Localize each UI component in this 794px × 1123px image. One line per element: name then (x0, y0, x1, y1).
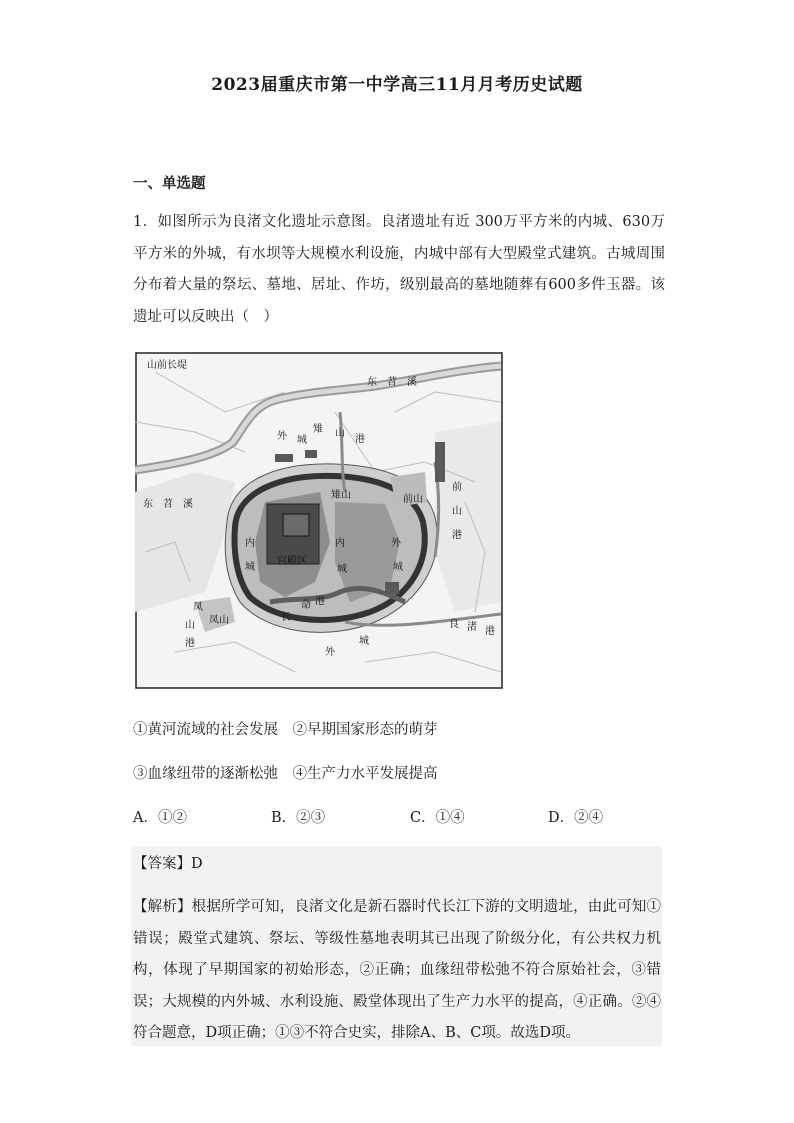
label-shanqian-dike: 山前长堤 (147, 360, 187, 371)
section-heading: 一、单选题 (133, 175, 206, 192)
label-outer-city-bottom-2: 城 (359, 636, 369, 647)
option-a: A．①② (133, 810, 187, 826)
label-changming-river-2: 命 (301, 600, 311, 611)
label-outer-city-top-2: 城 (297, 435, 307, 446)
label-liangzhu-river-1: 良 (449, 619, 459, 630)
label-fengshan: 凤山 (209, 615, 229, 626)
label-qianshan-river-2: 山 (452, 506, 462, 517)
label-outer-city-right-1: 外 (391, 538, 401, 549)
liangzhu-site-map (135, 352, 503, 689)
label-palace-district: 宫殿区 (277, 556, 307, 567)
label-changming-river-1: 长 (281, 612, 291, 623)
label-inner-city-left-2: 城 (245, 562, 255, 573)
label-qianshan-river-3: 港 (452, 530, 462, 541)
label-liangzhu-river-2: 渚 (467, 622, 477, 633)
page-title: 2023届重庆市第一中学高三11月月考历史试题 (211, 75, 583, 95)
label-fengshan-river-2: 山 (185, 620, 195, 631)
label-zhishan-river-1: 雉 (313, 424, 323, 435)
label-inner-city-right-1: 内 (335, 538, 345, 549)
statement-line-2: ③血缘纽带的逐渐松弛 ④生产力水平发展提高 (133, 766, 438, 782)
label-liangzhu-river-3: 港 (485, 626, 495, 637)
answer-text: 【答案】D (133, 856, 203, 872)
analysis-text: 【解析】根据所学可知，良渚文化是新石器时代长江下游的文明遗址，由此可知①错误；殿堂式建筑、祭坛、等级性墓地表明其已出现了阶级分化，有公共权力机构，体现了早期国家的初始形态，②正确；血缘纽带松弛不符合原始社会，③错误；大规模的内外城、水利设施、殿堂体现出了生产力水平的提高，④正确。②④符合题意，D项正确；①③不符合史实，排除A、B、C项。故选D项。 (133, 899, 661, 1041)
label-fengshan-river-1: 凤 (193, 602, 203, 613)
label-fengshan-river-3: 港 (185, 638, 195, 649)
option-b: B．②③ (271, 810, 326, 826)
label-inner-city-right-2: 城 (337, 564, 347, 575)
option-d: D．②④ (548, 810, 604, 826)
label-zhishan-river-2: 山 (335, 428, 345, 439)
label-zhishan: 雉山 (331, 490, 351, 501)
label-qianshan-river-1: 前 (452, 482, 462, 493)
label-outer-city-right-2: 城 (393, 562, 403, 573)
label-inner-city-left-1: 内 (245, 538, 255, 549)
statement-line-1: ①黄河流域的社会发展 ②早期国家形态的萌芽 (133, 722, 438, 738)
label-outer-city-bottom-1: 外 (325, 647, 335, 658)
label-dongtiaoxi-top: 东 苕 溪 (367, 377, 417, 388)
question-text: 1．如图所示为良渚文化遗址示意图。良渚遗址有近 300万平方米的内城、630万平方米的外城，有水坝等大规模水利设施，内城中部有大型殿堂式建筑。古城周围分布着大量的祭坛、墓地、居址、作坊，级别最高的墓地随葬有600多件玉器。该遗址可以反映出（ ） (133, 214, 665, 325)
label-qianshan: 前山 (403, 494, 423, 505)
label-zhishan-river-3: 港 (355, 434, 365, 445)
label-outer-city-top-1: 外 (277, 431, 287, 442)
option-c: C．①④ (410, 810, 465, 826)
label-dongtiaoxi-left: 东 苕 溪 (143, 499, 193, 510)
label-changming-river-3: 港 (315, 596, 325, 607)
